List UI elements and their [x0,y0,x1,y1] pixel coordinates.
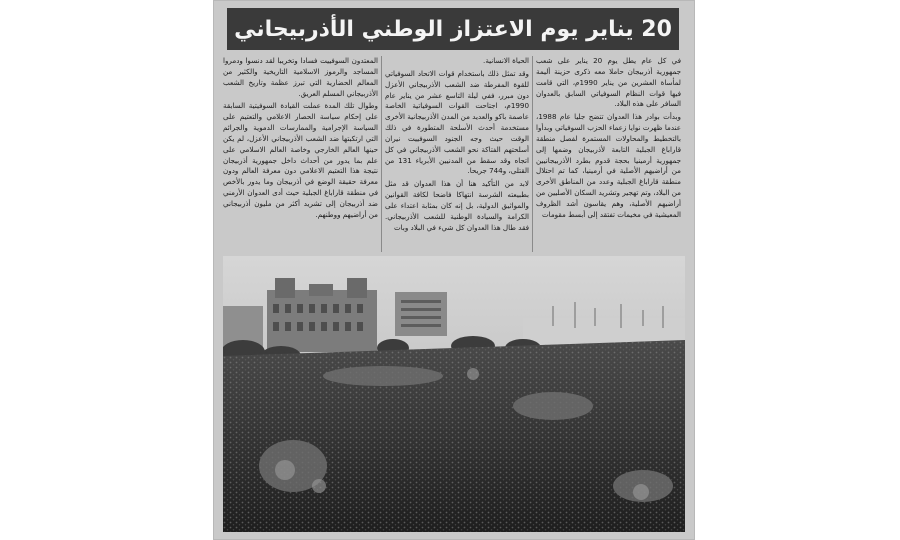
article-paragraph: الحياة الانسانية. [483,56,529,65]
article-paragraph: وبدأت بوادر هذا العدوان تتضح جليا عام 1988، عندما ظهرت نوايا زعماء الحزب السوفياتي وبدأوا بالتخطيط والمحاولات المستمرة لفصل منطقة قاراباغ الجبلية التابعة لأذربيجان وضمها إلى جمهورية أرمينيا بحجة قدوم بطرد الأذربيجانيين من أراضيهم الأصلية في أرمينيا، كما تم احتلال منطقة قاراباغ الجبلية وعدد من المناطق الأخرى من البلاد، وتم تهجير وتشريد السكان الأصليين من أراضيهم الأصلية، وهم يقاسون أشد الظروف المعيشية في مخيمات تفتقد إلى أبسط مقومات [536,112,681,219]
article-column-middle [385,56,529,252]
article-paragraph: في كل عام يطل يوم 20 يناير على شعب جمهورية أذربيجان حاملا معه ذكرى حزينة أليمة لمأساة العشرين من يناير 1990م، التي قامت فيها قوات النظام السوفياتي السابق بالعدوان السافر على هذه البلاد. [536,56,681,109]
article-paragraph: لابد من التأكيد هنا أن هذا العدوان قد مثل بطبيعته الشرسة انتهاكا فاضحا لكافة القوانين والمواثيق الدولية، بل إنه كان بمثابة اعتداء على الكرامة والسيادة الوطنية للشعب الأذربيجاني. فقد طال هذا العدوان كل شيء في البلاد وبات [385,179,529,232]
article-columns [223,56,681,252]
article-column-right [536,56,681,252]
article-paragraph: وقد تمثل ذلك باستخدام قوات الاتحاد السوفياتي للقوة المفرطة ضد الشعب الأذربيجاني الأعزل دون مبرر، ففي ليلة التاسع عشر من يناير عام 1990م، اجتاحت القوات السوفياتية الخاصة عاصمة باكو والعديد من المدن الأذربيجانية الأخرى مستخدمة أحدث الأسلحة المتطورة في ذلك الوقت حيث وجه الجنود السوفييت نيران أسلحتهم الفتاكة نحو الشعب الأذربيجاني في كل اتجاه وقد سقط من المدنيين الأبرياء 131 من القتلى، و744 جريحا. [385,68,529,176]
headline-banner [227,8,679,50]
column-divider [532,56,533,252]
article-headline: 20 يناير يوم الاعتزاز الوطني الأذربيجاني [234,16,672,42]
article-paragraph: المعتدون السوفييت فسادا وتخريبا لقد دنسوا ودمروا المساجد والرموز الاسلامية التاريخية والكثير من المعالم الحضارية التي تبرز عظمة وتاريخ الشعب الأذربيجاني المسلم العريق. [223,56,378,98]
crowd-photograph [223,256,685,532]
crowd-texture [223,340,685,532]
center-building [395,292,447,336]
photo-illustration [223,256,685,532]
article-paragraph: وطوال تلك المدة عملت القيادة السوفيتية السابقة على إحكام سياسة الحصار الاعلامي والتعتيم على السياسة الإجرامية والممارسات الدموية والجرائم التي ارتكبتها ضد الشعب الأذربيجاني الأعزل، لم يكن حينها العالم الخارجي وخاصة العالم الاسلامي على علم بما يدور من أحداث داخل جمهورية أذربيجان نتيجة هذا التعتيم الاعلامي دون معرفة العالم ودون معرفة حقيقة الوضع في أذربيجان وما يدور بالأخص في منطقة قاراباغ الجبلية حيث أدى العدوان الأرمني ضد أذربيجان إلى تشريد أكثر من مليون أذربيجاني من أراضيهم ووطنهم. [223,101,378,219]
article-column-left [223,56,378,252]
palace-building [267,278,377,352]
column-divider [381,56,382,252]
newspaper-clipping [213,0,695,540]
